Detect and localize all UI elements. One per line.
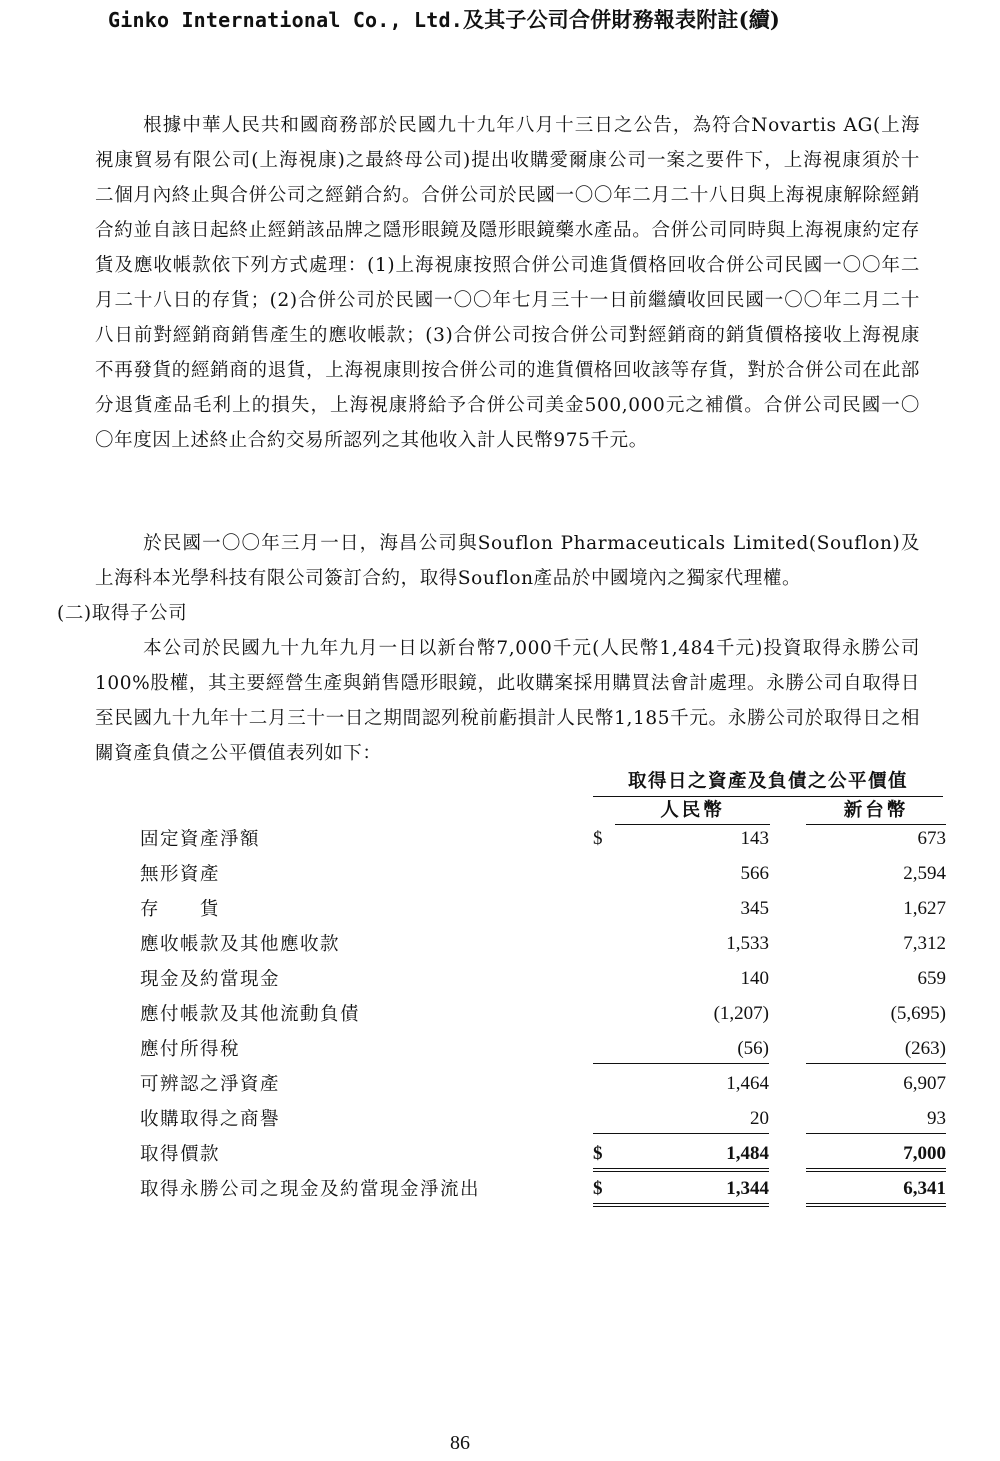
column-header-rmb: 人民幣 bbox=[615, 798, 770, 825]
row-label: 可辨認之淨資產 bbox=[140, 1074, 281, 1095]
report-title: 及其子公司合併財務報表附註(續) bbox=[463, 7, 781, 32]
paragraph-acquisition: 本公司於民國九十九年九月一日以新台幣7,000千元(人民幣1,484千元)投資取得永勝公司100%股權，其主要經營生產與銷售隱形眼鏡，此收購案採用購買法會計處理。永勝公司自取得日至民國九十九年十二月三十一日之期間認列稅前虧損計人民幣1,185千元。永勝公司於取得日之相關資產負債之公平價值表列如下： bbox=[95, 638, 920, 764]
rmb-value: 140 bbox=[740, 968, 769, 989]
paragraph-souflon-agency: 於民國一〇〇年三月一日，海昌公司與Souflon Pharmaceuticals Limited(Souflon)及上海科本光學科技有限公司簽訂合約，取得Souflon產品於中國境內之獨家代理權。 bbox=[95, 533, 920, 589]
row-label: 應付帳款及其他流動負債 bbox=[140, 1004, 361, 1025]
rmb-value: 1,484 bbox=[593, 1140, 769, 1172]
rmb-value: 1,533 bbox=[726, 933, 769, 954]
row-label: 無形資產 bbox=[140, 864, 221, 885]
table-row bbox=[0, 997, 1000, 1032]
table-row bbox=[0, 962, 1000, 997]
rmb-value: 143 bbox=[740, 828, 769, 849]
table-row bbox=[0, 1102, 1000, 1137]
paragraph-distribution-termination: 根據中華人民共和國商務部於民國九十九年八月十三日之公告，為符合Novartis AG(上海視康貿易有限公司(上海視康)之最終母公司)提出收購愛爾康公司一案之要件下，上海視康須於十二個月內終止與合併公司之經銷合約。合併公司於民國一〇〇年二月二十八日與上海視康解除經銷合約並自該日起終止經銷該品牌之隱形眼鏡及隱形眼鏡藥水產品。合併公司同時與上海視康約定存貨及應收帳款依下列方式處理：(1)上海視康按照合併公司進貨價格回收合併公司民國一〇〇年二月二十八日的存貨；(2)合併公司於民國一〇〇年七月三十一日前繼續收回民國一〇〇年二月二十八日前對經銷商銷售產生的應收帳款；(3)合併公司按合併公司對經銷商的銷貨價格接收上海視康不再發貨的經銷商的退貨，上海視康則按合併公司的進貨價格回收該等存貨，對於合併公司在此部分退貨產品毛利上的損失，上海視康將給予合併公司美金500,000元之補償。合併公司民國一〇〇年度因上述終止合約交易所認列之其他收入計人民幣975千元。 bbox=[95, 115, 920, 451]
row-label: 現金及約當現金 bbox=[140, 969, 281, 990]
row-label: 固定資產淨額 bbox=[140, 829, 261, 850]
row-label: 取得永勝公司之現金及約當現金淨流出 bbox=[140, 1179, 481, 1200]
ntd-value: 1,627 bbox=[903, 898, 946, 919]
ntd-value: 673 bbox=[917, 828, 946, 849]
currency-symbol: $ bbox=[593, 1178, 603, 1199]
rmb-value: (56) bbox=[593, 1035, 769, 1064]
ntd-value: 93 bbox=[806, 1105, 946, 1134]
rmb-value: 566 bbox=[740, 863, 769, 884]
ntd-value: 6,341 bbox=[806, 1175, 946, 1207]
ntd-value: 659 bbox=[917, 968, 946, 989]
row-label: 收購取得之商譽 bbox=[140, 1109, 281, 1130]
rmb-value: 1,464 bbox=[726, 1073, 769, 1094]
table-row bbox=[0, 927, 1000, 962]
table-row bbox=[0, 892, 1000, 927]
table-header-fair-value: 取得日之資產及負債之公平價值 bbox=[593, 768, 943, 797]
rmb-value: 20 bbox=[593, 1105, 769, 1134]
rmb-value: 345 bbox=[740, 898, 769, 919]
row-label: 存 貨 bbox=[140, 899, 221, 920]
table-row bbox=[0, 1032, 1000, 1067]
rmb-value: (1,207) bbox=[713, 1003, 769, 1024]
table-row bbox=[0, 1067, 1000, 1102]
ntd-value: 6,907 bbox=[903, 1073, 946, 1094]
ntd-value: 7,000 bbox=[806, 1140, 946, 1172]
currency-symbol: $ bbox=[593, 828, 603, 849]
page-number: 86 bbox=[450, 1432, 470, 1454]
ntd-value: 7,312 bbox=[903, 933, 946, 954]
table-row bbox=[0, 857, 1000, 892]
row-label: 應收帳款及其他應收款 bbox=[140, 934, 341, 955]
table-row bbox=[0, 1137, 1000, 1172]
page-header bbox=[108, 4, 780, 34]
company-name-en: Ginko International Co., Ltd. bbox=[108, 8, 463, 32]
row-label: 取得價款 bbox=[140, 1144, 221, 1165]
table-row bbox=[0, 1172, 1000, 1207]
column-header-ntd: 新台幣 bbox=[806, 798, 946, 825]
ntd-value: (263) bbox=[806, 1035, 946, 1064]
currency-symbol: $ bbox=[593, 1143, 603, 1164]
table-row bbox=[0, 822, 1000, 857]
ntd-value: (5,695) bbox=[890, 1003, 946, 1024]
row-label: 應付所得稅 bbox=[140, 1039, 241, 1060]
ntd-value: 2,594 bbox=[903, 863, 946, 884]
section-heading-acquisition: (二)取得子公司 bbox=[57, 603, 188, 624]
rmb-value: 1,344 bbox=[593, 1175, 769, 1207]
